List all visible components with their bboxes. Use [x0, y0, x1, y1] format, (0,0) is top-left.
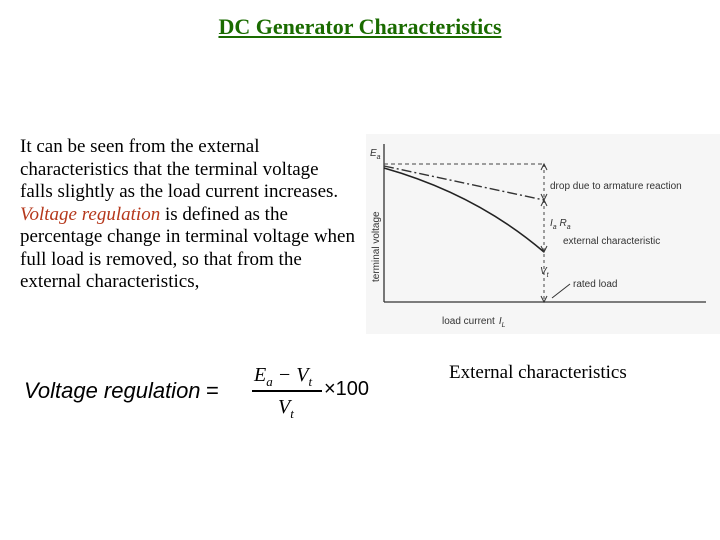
external-characteristic-label: external characteristic	[563, 236, 661, 247]
emf-curve	[384, 166, 544, 200]
vt-label: $V_t$	[540, 266, 549, 279]
paragraph-text-end: is defined as the percentage change in terminal voltage when full load is removed, so that from the external characteristics,	[20, 203, 355, 292]
figure-caption: External characteristics	[449, 362, 627, 383]
x-axis-label: load current $I_L$	[442, 316, 506, 329]
formula-numerator: $E_a - V_t$	[254, 364, 313, 389]
external-characteristic-curve	[384, 168, 544, 252]
formula-times-100: ×100	[324, 378, 370, 400]
formula-denominator: $V_t$	[278, 396, 294, 421]
y-axis-label: terminal voltage	[371, 211, 382, 282]
characteristics-diagram	[366, 134, 720, 334]
body-paragraph	[20, 136, 355, 294]
rated-load-pointer	[552, 284, 570, 298]
drop-label: drop due to armature reaction	[550, 181, 682, 192]
voltage-regulation-formula	[24, 360, 370, 430]
paragraph-text-start: It can be seen from the external characteristics that the terminal voltage falls slightly as the load current increases.	[20, 136, 339, 202]
rated-load-label: rated load	[573, 279, 618, 290]
formula-equals: =	[206, 378, 219, 403]
slide-title: DC Generator Characteristics	[218, 14, 502, 39]
voltage-regulation-term: Voltage regulation	[20, 203, 161, 225]
formula-fraction-bar	[252, 390, 322, 392]
ea-label: $E_a$	[370, 148, 381, 161]
formula-lhs: Voltage regulation	[24, 378, 201, 403]
iara-label: $I_a$ $R_a$	[550, 218, 571, 231]
external-characteristics-figure	[366, 134, 720, 334]
